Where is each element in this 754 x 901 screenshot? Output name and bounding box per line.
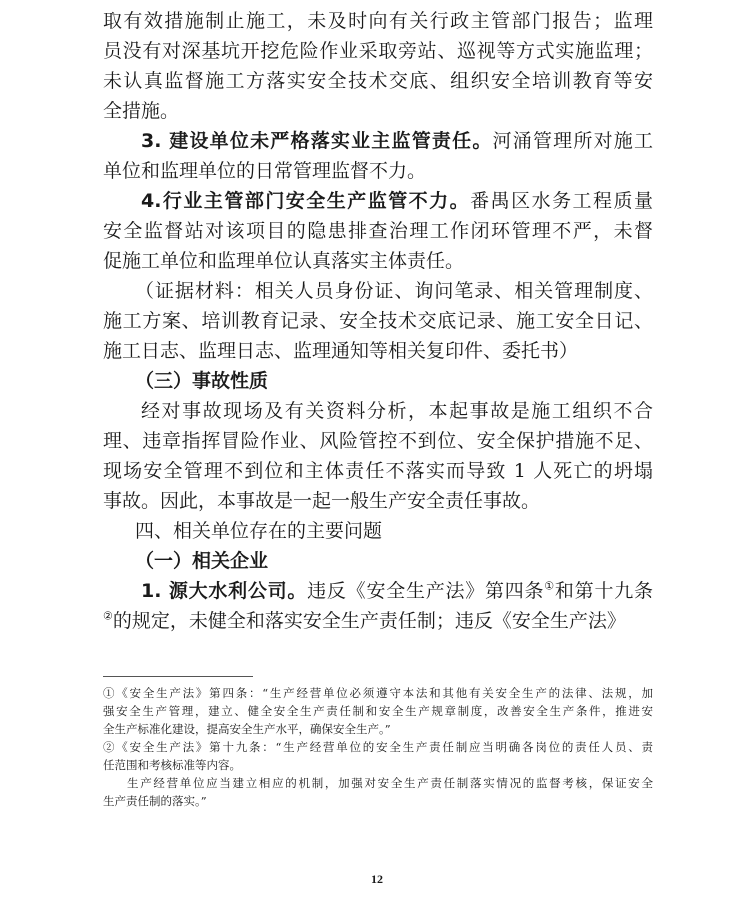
text-line: 现场安全管理不到位和主体责任不落实而导致 1 人死亡的坍塌 — [103, 460, 653, 482]
evidence-line: 施工日志、监理日志、监理通知等相关复印件、委托书） — [103, 340, 579, 362]
footnote-ref-1[interactable]: ① — [544, 579, 555, 593]
text-line: 取有效措施制止施工，未及时向有关行政主管部门报告；监理 — [103, 10, 653, 32]
footnotes — [103, 684, 653, 810]
footnote-2: ②《安全生产法》第十九条：“生产经营单位的安全生产责任制应当明确各岗位的责任人员、责 — [103, 740, 653, 754]
footnote-2: 任范围和考核标准等内容。 — [103, 758, 241, 772]
text-line: 单位和监理单位的日常管理监督不力。 — [103, 160, 427, 182]
footnote-divider — [103, 676, 253, 677]
footnote-1: 全生产标准化建设，提高安全生产水平，确保安全生产。” — [103, 722, 391, 736]
page-number: 12 — [371, 872, 383, 886]
text-line: 理、违章指挥冒险作业、风险管控不到位、安全保护措施不足、 — [103, 430, 653, 452]
text-line: 未认真监督施工方落实安全技术交底、组织安全培训教育等安 — [103, 70, 653, 92]
item-3-heading: 3. 建设单位未严格落实业主监管责任。 — [141, 130, 493, 152]
text-line: 事故。因此，本事故是一起一般生产安全责任事故。 — [103, 490, 541, 512]
text-line: 员没有对深基坑开挖危险作业采取旁站、巡视等方式实施监理； — [103, 40, 653, 62]
item-4-heading: 4.行业主管部门安全生产监管不力。 — [141, 190, 471, 212]
footnote-1: ①《安全生产法》第四条：“生产经营单位必须遵守本法和其他有关安全生产的法律、法规，加 — [103, 686, 653, 700]
footnote-1: 强安全生产管理，建立、健全安全生产责任制和安全生产规章制度，改善安全生产条件，推进安 — [103, 704, 653, 718]
footnote-ref-2[interactable]: ② — [103, 609, 113, 623]
item-3-line: 3. 建设单位未严格落实业主监管责任。河涌管理所对施工 — [141, 130, 653, 152]
section-heading-4: 四、相关单位存在的主要问题 — [135, 520, 383, 542]
item-1-line: ②的规定，未健全和落实安全生产责任制；违反《安全生产法》 — [103, 609, 626, 632]
text-line: 全措施。 — [103, 100, 180, 122]
item-1-heading: 1. 源大水利公司。 — [141, 580, 308, 602]
evidence-line: 施工方案、培训教育记录、安全技术交底记录、施工安全日记、 — [103, 310, 653, 332]
subsection-heading: （一）相关企业 — [135, 550, 269, 572]
footnote-2: 生产经营单位应当建立相应的机制，加强对安全生产责任制落实情况的监督考核，保证安全 — [127, 776, 653, 790]
footnote-2: 生产责任制的落实。” — [103, 794, 207, 808]
item-4-line: 4.行业主管部门安全生产监管不力。番禺区水务工程质量 — [141, 190, 653, 212]
body-text — [103, 6, 653, 636]
section-heading-nature: （三）事故性质 — [135, 370, 269, 392]
text-line: 促施工单位和监理单位认真落实主体责任。 — [103, 250, 465, 272]
item-1-line: 1. 源大水利公司。违反《安全生产法》第四条①和第十九条 — [141, 579, 653, 602]
text-line: 经对事故现场及有关资料分析，本起事故是施工组织不合 — [141, 400, 653, 422]
text-line: 安全监督站对该项目的隐患排查治理工作闭环管理不严，未督 — [103, 220, 653, 242]
evidence-line: （证据材料：相关人员身份证、询问笔录、相关管理制度、 — [135, 280, 653, 302]
